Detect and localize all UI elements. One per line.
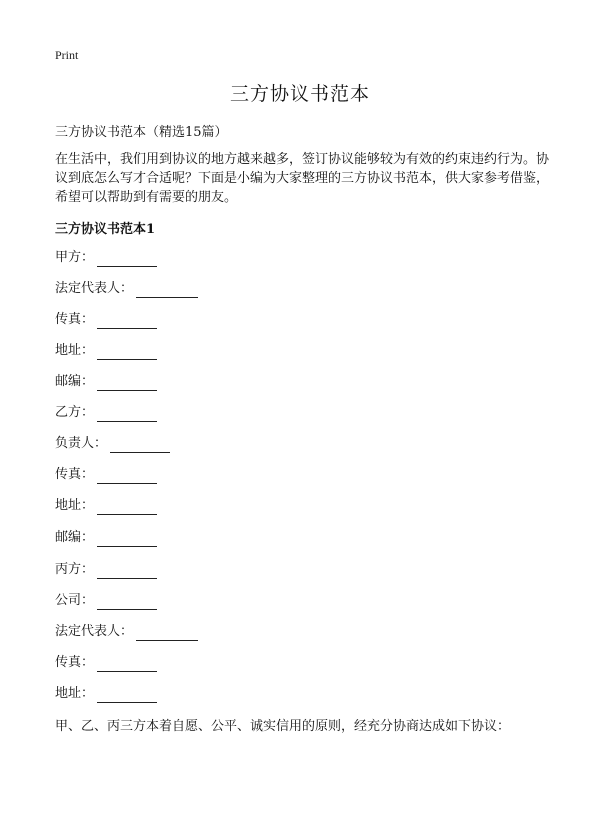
- fill-blank: [97, 376, 157, 391]
- page-title: 三方协议书范本: [229, 83, 370, 105]
- field-label: 乙方：: [55, 405, 95, 420]
- intro-paragraph: 在生活中，我们用到协议的地方越来越多，签订协议能够较为有效的约束违约行为。协议到底怎么写才合适呢？下面是小编为大家整理的三方协议书范本，供大家参考借鉴，希望可以帮助到有需要的朋友。: [55, 152, 550, 205]
- field-label: 丙方：: [55, 562, 95, 577]
- field-postcode-a: [55, 373, 157, 391]
- field-fax-b: [55, 466, 157, 484]
- fill-blank: [97, 500, 157, 515]
- field-label: 传真：: [55, 467, 95, 482]
- field-label: 地址：: [55, 686, 95, 701]
- field-label: 传真：: [55, 655, 95, 670]
- field-label: 地址：: [55, 343, 95, 358]
- fill-blank: [136, 626, 198, 641]
- closing-paragraph: 甲、乙、丙三方本着自愿、公平、诚实信用的原则，经充分协商达成如下协议：: [55, 719, 511, 734]
- field-party-c: [55, 561, 157, 579]
- field-address-a: [55, 342, 157, 360]
- field-fax-c: [55, 654, 157, 672]
- field-label: 邮编：: [55, 530, 95, 545]
- fill-blank: [97, 469, 157, 484]
- field-company-c: [55, 592, 157, 610]
- field-label: 传真：: [55, 312, 95, 327]
- field-person-in-charge-b: [55, 435, 170, 453]
- field-party-a: [55, 249, 157, 267]
- fill-blank: [97, 407, 157, 422]
- fill-blank: [97, 595, 157, 610]
- field-label: 公司：: [55, 593, 95, 608]
- field-label: 法定代表人：: [55, 281, 134, 296]
- fill-blank: [97, 564, 157, 579]
- field-fax-a: [55, 311, 157, 329]
- fill-blank: [97, 314, 157, 329]
- field-legal-representative-a: [55, 280, 198, 298]
- fill-blank: [97, 252, 157, 267]
- fill-blank: [97, 345, 157, 360]
- fill-blank: [110, 438, 170, 453]
- fill-blank: [136, 283, 198, 298]
- field-address-b: [55, 497, 157, 515]
- field-label: 地址：: [55, 498, 95, 513]
- section-heading: 三方协议书范本1: [55, 222, 156, 237]
- fill-blank: [97, 532, 157, 547]
- document-subtitle: 三方协议书范本（精选15篇）: [55, 125, 228, 140]
- field-label: 负责人：: [55, 436, 108, 451]
- field-address-c: [55, 685, 157, 703]
- field-legal-representative-c: [55, 623, 198, 641]
- field-party-b: [55, 404, 157, 422]
- field-label: 甲方：: [55, 250, 95, 265]
- field-label: 法定代表人：: [55, 624, 134, 639]
- field-postcode-b: [55, 529, 157, 547]
- print-link[interactable]: Print: [55, 48, 79, 62]
- fill-blank: [97, 657, 157, 672]
- field-label: 邮编：: [55, 374, 95, 389]
- fill-blank: [97, 688, 157, 703]
